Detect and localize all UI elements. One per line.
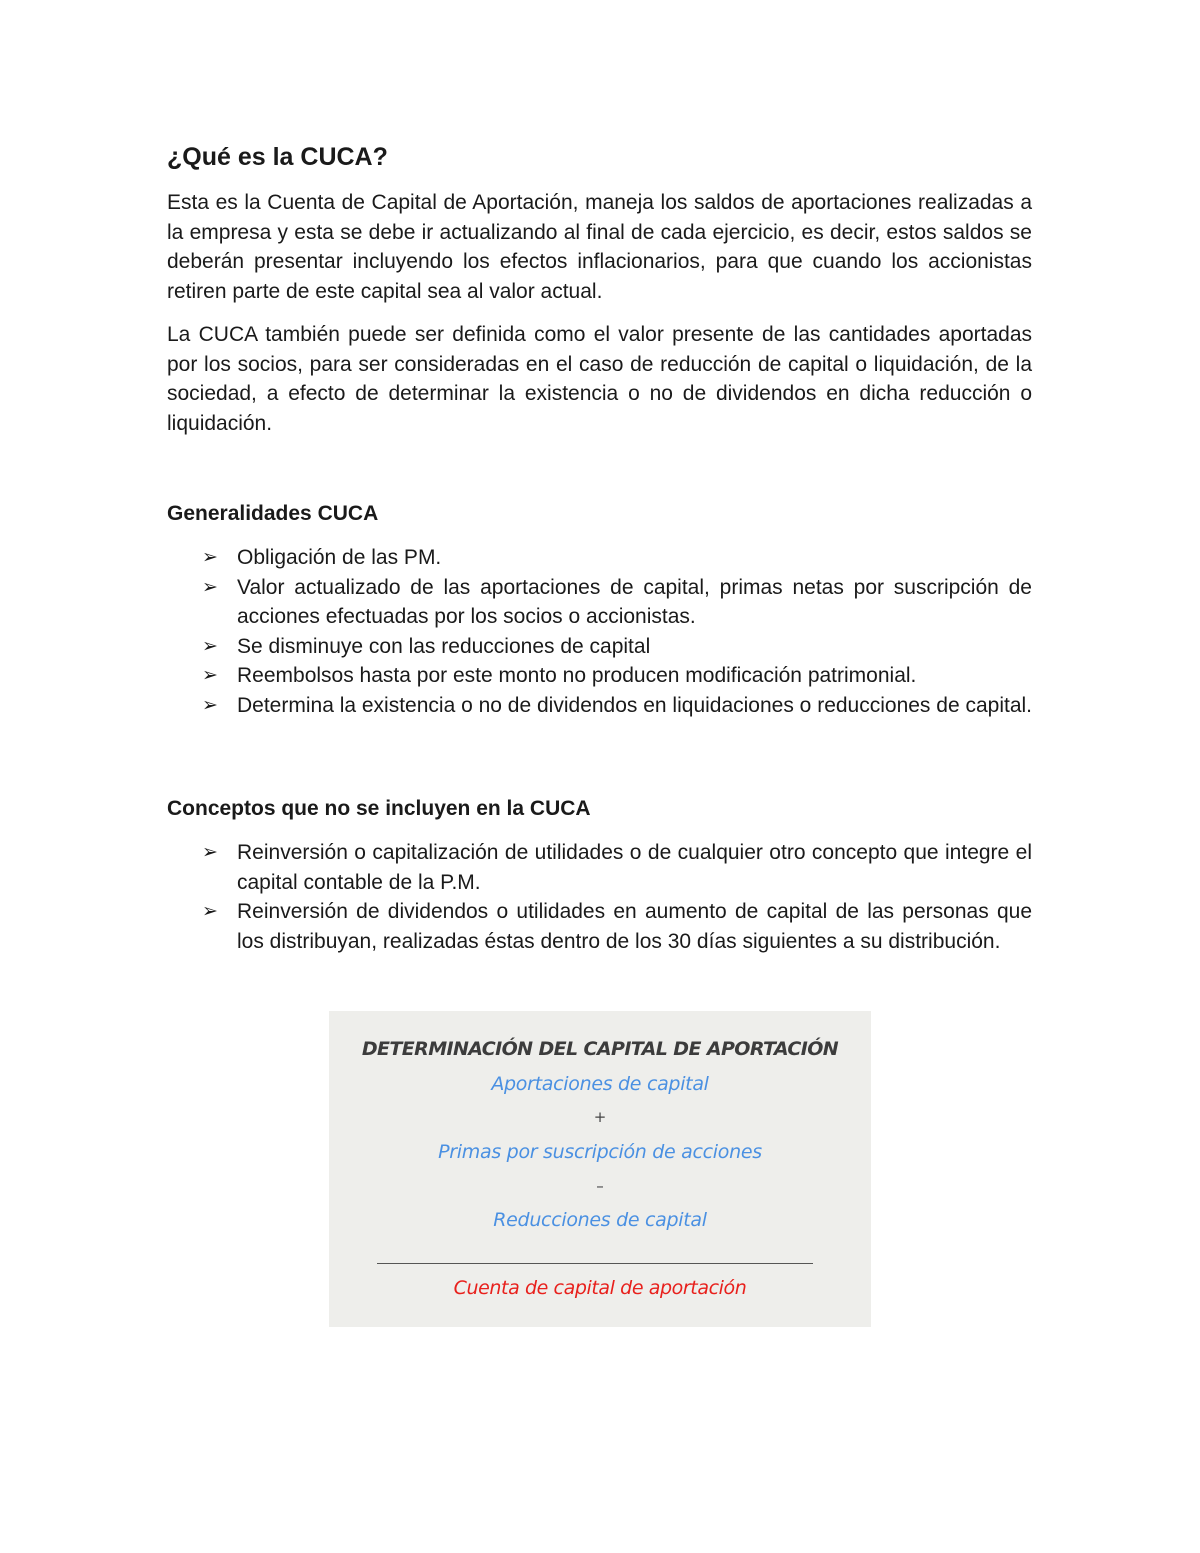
- generalidades-list: [167, 543, 1032, 721]
- formula-image: [329, 1011, 871, 1327]
- list-item-text: Se disminuye con las reducciones de capital: [237, 634, 651, 658]
- list-item: [167, 838, 1032, 897]
- list-item: [167, 897, 1032, 956]
- formula-minus-operator: –: [596, 1177, 604, 1195]
- list-item: [167, 691, 1032, 721]
- list-item-text: Determina la existencia o no de dividendos en liquidaciones o reducciones de capital.: [237, 693, 1032, 717]
- definition-paragraph: La CUCA también puede ser definida como el valor presente de las cantidades aportadas por los socios, para ser consideradas en el caso de reducción de capital o liquidación, de la sociedad, a efecto de determinar la existencia o no de dividendos en dicha reducción o liquidación.: [167, 323, 1032, 435]
- arrowhead-bullet-icon: ➢: [202, 664, 218, 687]
- list-item-text: Obligación de las PM.: [237, 546, 442, 569]
- formula-result: Cuenta de capital de aportación: [453, 1277, 747, 1299]
- arrowhead-bullet-icon: ➢: [202, 546, 218, 568]
- arrowhead-bullet-icon: ➢: [202, 900, 218, 923]
- arrowhead-bullet-icon: ➢: [202, 634, 218, 657]
- arrowhead-bullet-icon: ➢: [202, 575, 218, 598]
- list-item: [167, 632, 1032, 662]
- arrowhead-bullet-icon: ➢: [202, 693, 218, 716]
- formula-title: DETERMINACIÓN DEL CAPITAL DE APORTACIÓN: [361, 1038, 839, 1060]
- intro-paragraph: Esta es la Cuenta de Capital de Aportación, maneja los saldos de aportaciones realizadas a la empresa y esta se debe ir actualizando al final de cada ejercicio, es decir, estos saldos se deberán presentar incluyendo los efectos inflacionarios, para que cuando los accionistas retiren parte de este capital sea al valor actual.: [167, 191, 1032, 303]
- arrowhead-bullet-icon: ➢: [202, 841, 218, 863]
- list-item: [167, 543, 1032, 573]
- section-heading-conceptos: Conceptos que no se incluyen en la CUCA: [167, 797, 591, 820]
- formula-plus-operator: +: [593, 1108, 607, 1126]
- formula-divider: [377, 1263, 813, 1264]
- list-item: [167, 661, 1032, 691]
- page-title: ¿Qué es la CUCA?: [167, 143, 388, 171]
- formula-term-reducciones: Reducciones de capital: [493, 1209, 707, 1231]
- formula-term-aportaciones: Aportaciones de capital: [491, 1073, 709, 1095]
- formula-term-primas: Primas por suscripción de acciones: [438, 1141, 762, 1163]
- list-item-text: Reembolsos hasta por este monto no producen modificación patrimonial.: [237, 664, 917, 688]
- list-item: [167, 573, 1032, 632]
- section-heading-generalidades: Generalidades CUCA: [167, 502, 379, 525]
- list-item-text: Reinversión de dividendos o utilidades en aumento de capital de las personas que los distribuyan, realizadas éstas dentro de los 30 días siguientes a su distribución.: [237, 900, 1032, 953]
- list-item-text: Reinversión o capitalización de utilidades o de cualquier otro concepto que integre el capital contable de la P.M.: [237, 841, 1032, 894]
- conceptos-list: [167, 838, 1032, 956]
- list-item-text: Valor actualizado de las aportaciones de capital, primas netas por suscripción de acciones efectuadas por los socios o accionistas.: [237, 575, 1032, 629]
